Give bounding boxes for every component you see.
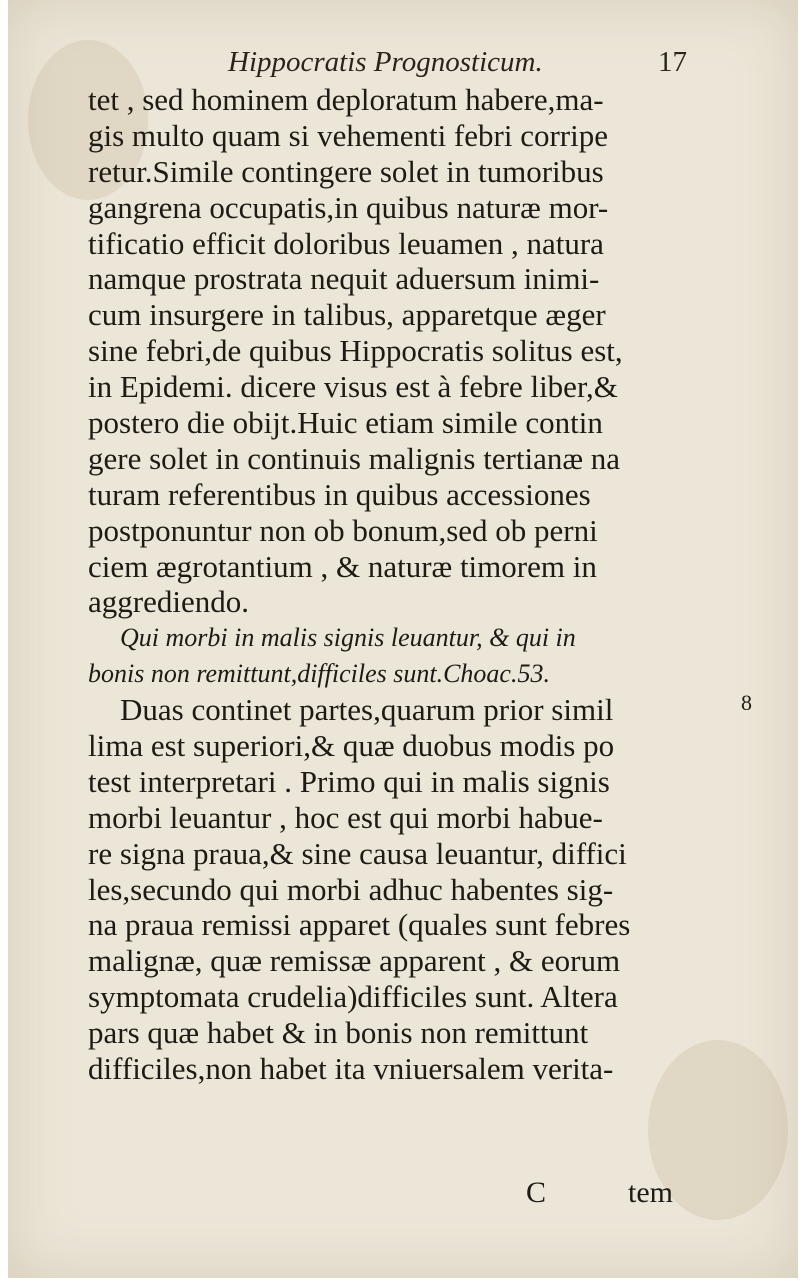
text-line: ciem ægrotantium , & naturæ timorem in (88, 548, 597, 584)
text-line: retur.Simile contingere solet in tumoribus (88, 153, 604, 189)
page-footer (0, 1176, 800, 1216)
text-line: in Epidemi. dicere visus est à febre liber,& (88, 369, 618, 405)
text-line: gis multo quam si vehementi febri corripe (88, 117, 608, 153)
text-line: turam referentibus in quibus accessiones (88, 476, 591, 512)
text-line: pars quæ habet & in bonis non remittunt (88, 1015, 589, 1051)
text-line: les,secundo qui morbi adhuc habentes sig- (88, 871, 614, 907)
text-line: namque prostrata nequit aduersum inimi- (88, 261, 600, 297)
text-line: aggrediendo. (88, 584, 249, 620)
text-line: symptomata crudelia)difficiles sunt. Altera (88, 979, 618, 1015)
aphorism-line: bonis non remittunt,difficiles sunt.Choac.53. (88, 659, 550, 689)
text-line: sine febri,de quibus Hippocratis solitus est, (88, 333, 623, 369)
page-number: 17 (658, 46, 687, 78)
text-line: na praua remissi apparet (quales sunt febres (88, 907, 631, 943)
text-line: difficiles,non habet ita vniuersalem verita- (88, 1051, 614, 1087)
text-line: tet , sed hominem deploratum habere,ma- (88, 82, 604, 117)
text-line: postponuntur non ob bonum,sed ob perni (88, 512, 598, 548)
text-line: malignæ, quæ remissæ apparent , & eorum (88, 943, 621, 979)
marginal-aphorism-number: 8 (741, 690, 752, 715)
page-header (0, 46, 800, 86)
text-line: test interpretari . Primo qui in malis signis (88, 763, 610, 799)
text-line: morbi leuantur , hoc est qui morbi habue- (88, 799, 603, 835)
text-line: tificatio efficit doloribus leuamen , natura (88, 225, 604, 261)
text-line: Duas continet partes,quarum prior simil (120, 692, 614, 728)
text-line: gere solet in continuis malignis tertianæ na (88, 440, 621, 476)
running-title: Hippocratis Prognosticum. (228, 46, 543, 78)
body-text (88, 82, 728, 1087)
text-line: postero die obijt.Huic etiam simile contin (88, 405, 603, 441)
catchword: tem (628, 1176, 673, 1209)
signature-mark: C (526, 1176, 547, 1209)
text-line: lima est superiori,& quæ duobus modis po (88, 728, 615, 764)
text-line: cum insurgere in talibus, apparetque æger (88, 297, 606, 333)
text-line: re signa praua,& sine causa leuantur, diffici (88, 835, 627, 871)
text-line: gangrena occupatis,in quibus naturæ mor- (88, 189, 609, 225)
aphorism-line: Qui morbi in malis signis leuantur, & qui in (120, 623, 576, 653)
